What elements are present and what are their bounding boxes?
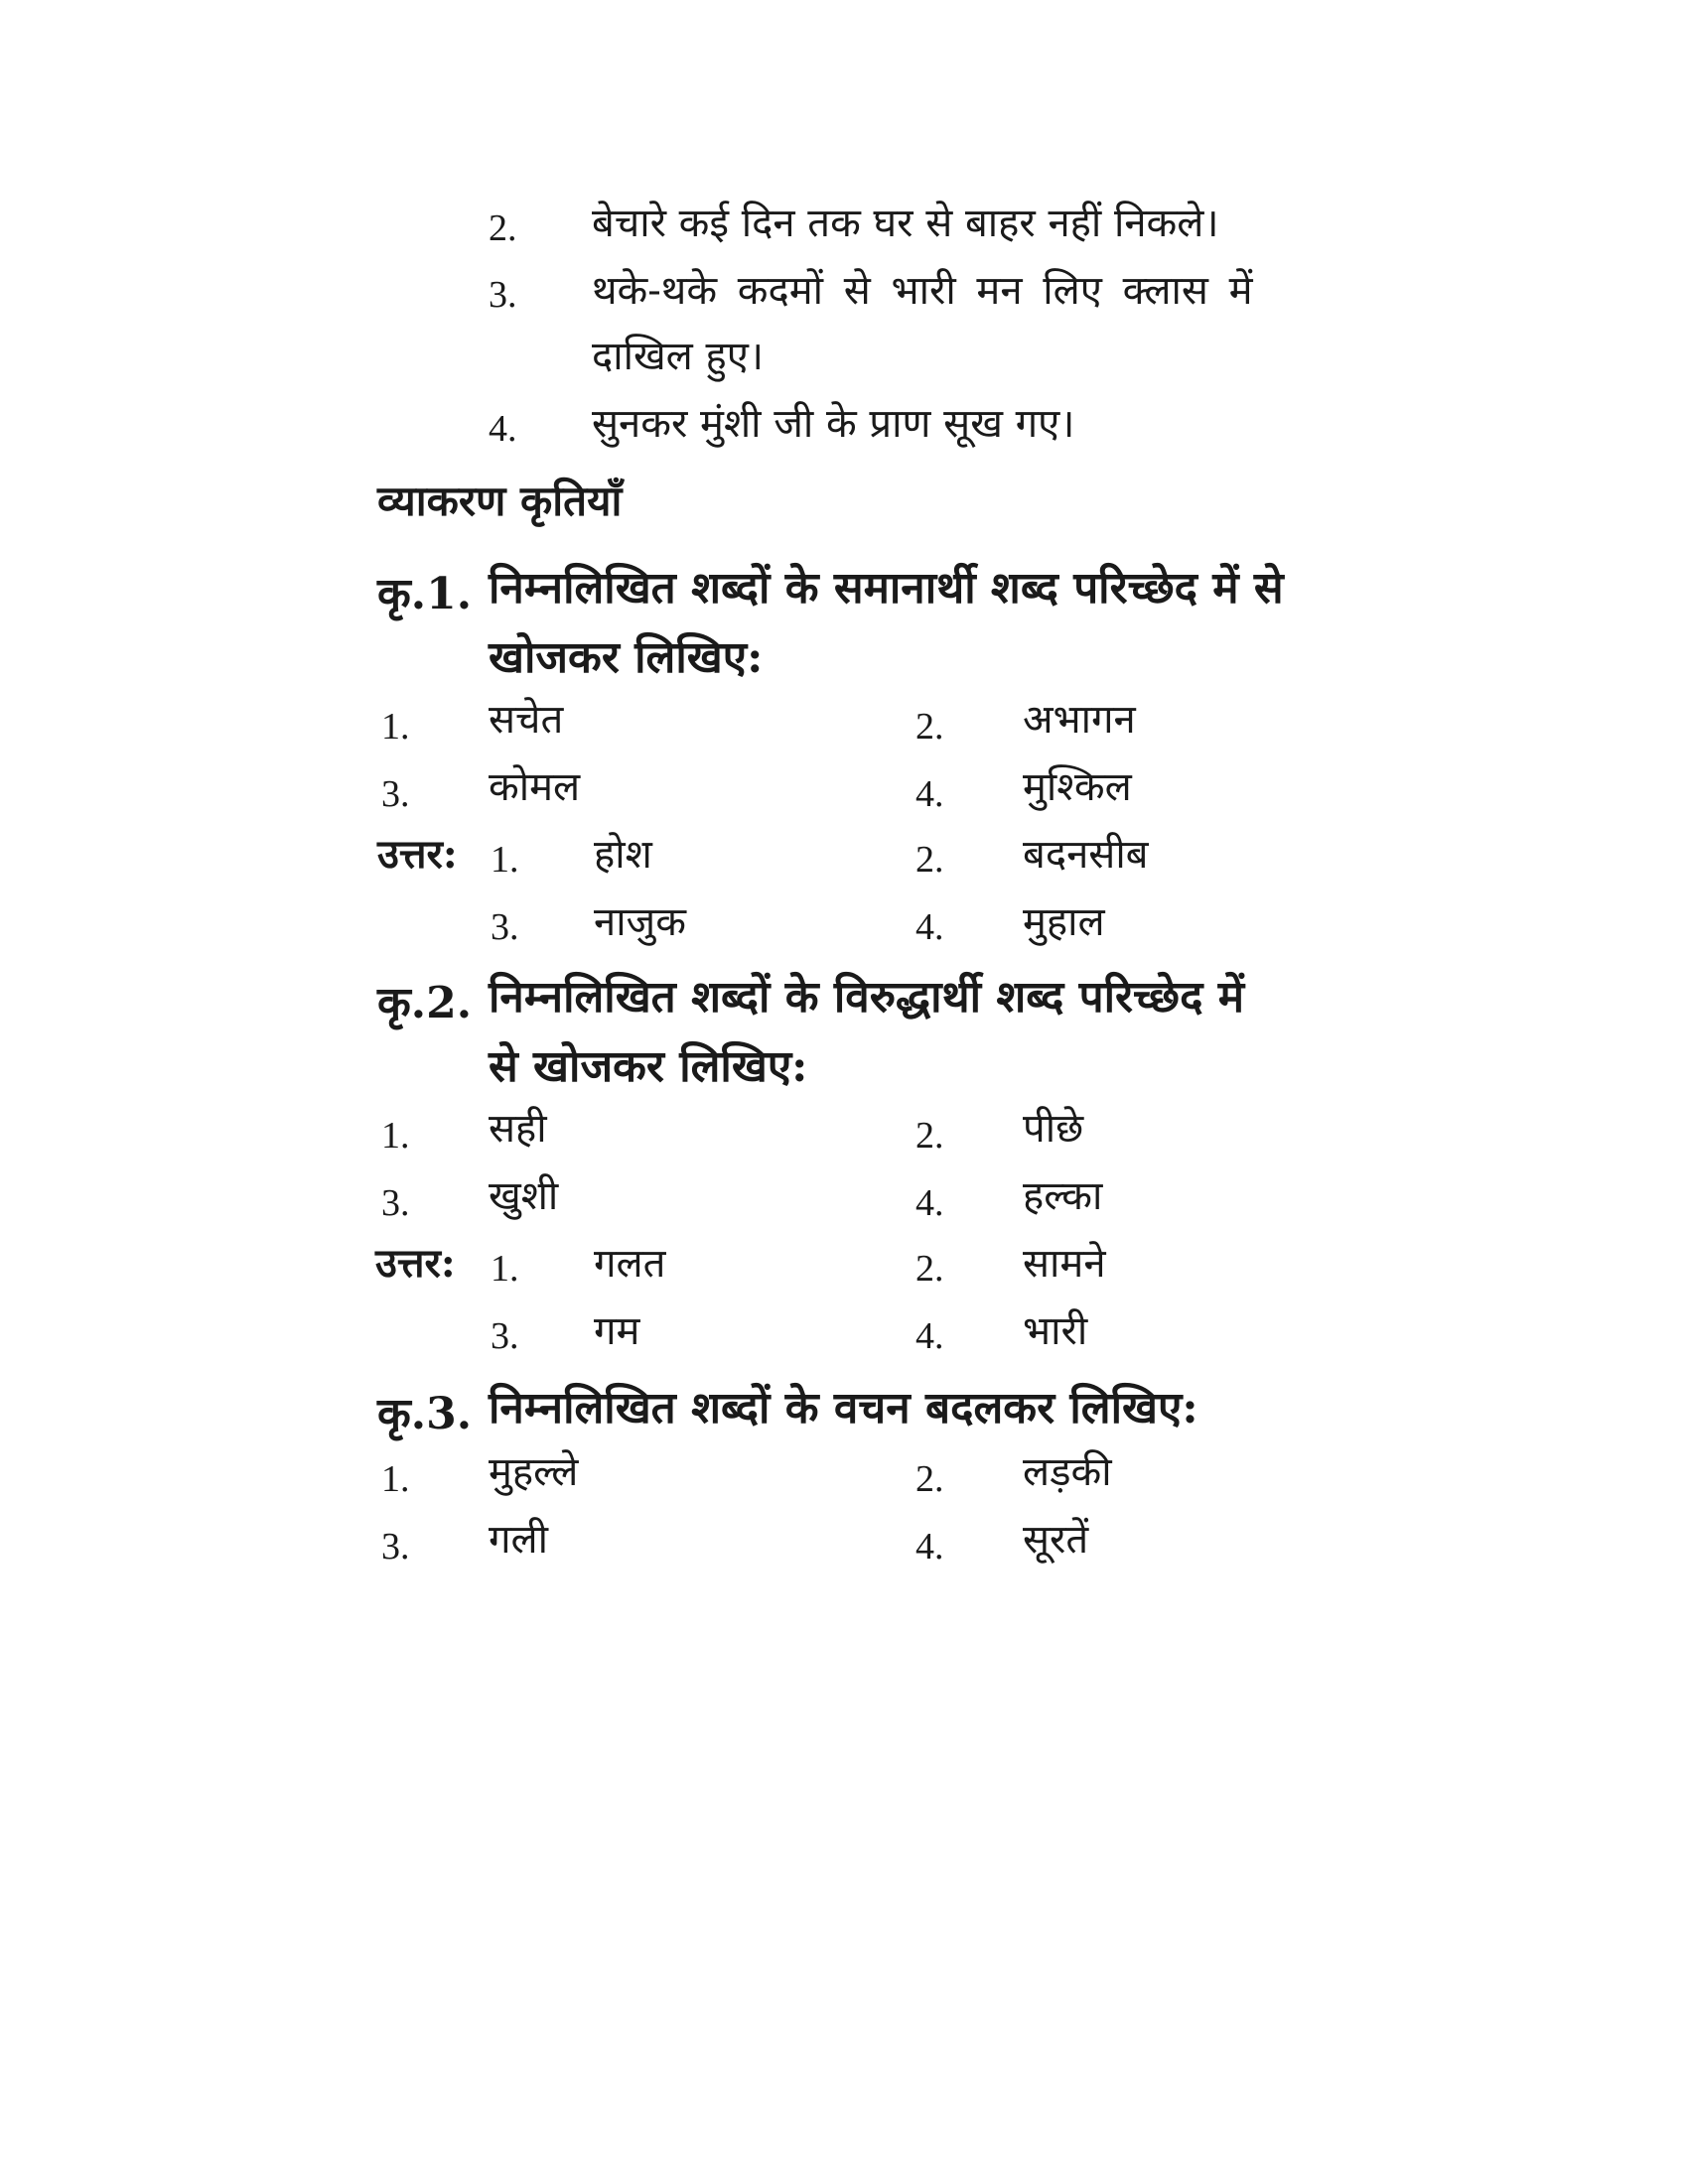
intro-item-2-text: बेचारे कई दिन तक घर से बाहर नहीं निकले।: [592, 201, 1219, 246]
q1-answer-label: उत्तर:: [377, 831, 458, 878]
q1-answer-3-number: 3.: [491, 906, 519, 948]
q2-item-2-number: 2.: [915, 1115, 944, 1157]
q3-item-1-number: 1.: [381, 1458, 410, 1500]
q2-item-1-number: 1.: [381, 1115, 410, 1157]
intro-item-4-text: सुनकर मुंशी जी के प्राण सूख गए।: [592, 401, 1075, 447]
q1-item-2-word: अभागन: [1023, 697, 1136, 743]
q2-item-4-word: हल्का: [1023, 1173, 1103, 1219]
q1-answer-3-word: नाजुक: [594, 899, 686, 945]
q1-answer-2-number: 2.: [915, 839, 944, 881]
q2-answer-4-number: 4.: [915, 1315, 944, 1357]
q2-item-4-number: 4.: [915, 1182, 944, 1224]
section-heading: व्याकरण कृतियाँ: [377, 477, 623, 525]
q1-answer-4-word: मुहाल: [1023, 899, 1105, 945]
q1-item-4-word: मुश्किल: [1023, 764, 1132, 810]
q2-answer-3-number: 3.: [491, 1315, 519, 1357]
q1-text-line1: निम्नलिखित शब्दों के समानार्थी शब्द परिच्छेद में से: [489, 563, 1284, 614]
q3-item-1-word: मुहल्ले: [489, 1449, 579, 1495]
q1-text-line2: खोजकर लिखिए:: [489, 632, 764, 683]
q2-text-line1: निम्नलिखित शब्दों के विरुद्धार्थी शब्द परिच्छेद में: [489, 972, 1245, 1023]
intro-item-4-number: 4.: [489, 408, 517, 450]
q1-answer-1-number: 1.: [491, 839, 519, 881]
q1-item-3-number: 3.: [381, 773, 410, 815]
q1-label: कृ.1.: [377, 569, 473, 619]
q2-answer-2-number: 2.: [915, 1248, 944, 1290]
q3-item-4-word: सूरतें: [1023, 1517, 1089, 1563]
intro-item-3-text-line2: दाखिल हुए।: [592, 334, 765, 379]
q1-answer-2-word: बदनसीब: [1023, 832, 1149, 878]
q2-answer-2-word: सामने: [1023, 1241, 1106, 1287]
q3-item-2-word: लड़की: [1023, 1449, 1112, 1495]
q2-label: कृ.2.: [377, 978, 473, 1028]
q2-item-1-word: सही: [489, 1106, 547, 1152]
q2-answer-1-number: 1.: [491, 1248, 519, 1290]
q2-answer-4-word: भारी: [1023, 1308, 1088, 1354]
intro-item-3-number: 3.: [489, 274, 517, 316]
q2-answer-label: उत्तर:: [375, 1240, 456, 1287]
q2-item-2-word: पीछे: [1023, 1106, 1084, 1152]
q1-item-3-word: कोमल: [489, 764, 581, 810]
q1-item-2-number: 2.: [915, 706, 944, 748]
q1-item-4-number: 4.: [915, 773, 944, 815]
q1-answer-1-word: होश: [594, 832, 652, 878]
q3-item-3-word: गली: [489, 1517, 548, 1563]
intro-item-2-number: 2.: [489, 207, 517, 249]
q1-item-1-word: सचेत: [489, 697, 564, 743]
q3-text-line1: निम्नलिखित शब्दों के वचन बदलकर लिखिए:: [489, 1383, 1198, 1433]
q2-item-3-number: 3.: [381, 1182, 410, 1224]
q3-item-4-number: 4.: [915, 1526, 944, 1568]
intro-item-3-text-line1: थके-थके कदमों से भारी मन लिए क्लास में: [592, 268, 1253, 314]
q2-answer-1-word: गलत: [594, 1241, 666, 1287]
q2-text-line2: से खोजकर लिखिए:: [489, 1041, 808, 1092]
q2-item-3-word: खुशी: [489, 1173, 559, 1219]
q1-answer-4-number: 4.: [915, 906, 944, 948]
q2-answer-3-word: गम: [594, 1308, 640, 1354]
q1-item-1-number: 1.: [381, 706, 410, 748]
q3-item-2-number: 2.: [915, 1458, 944, 1500]
q3-label: कृ.3.: [377, 1389, 473, 1439]
q3-item-3-number: 3.: [381, 1526, 410, 1568]
